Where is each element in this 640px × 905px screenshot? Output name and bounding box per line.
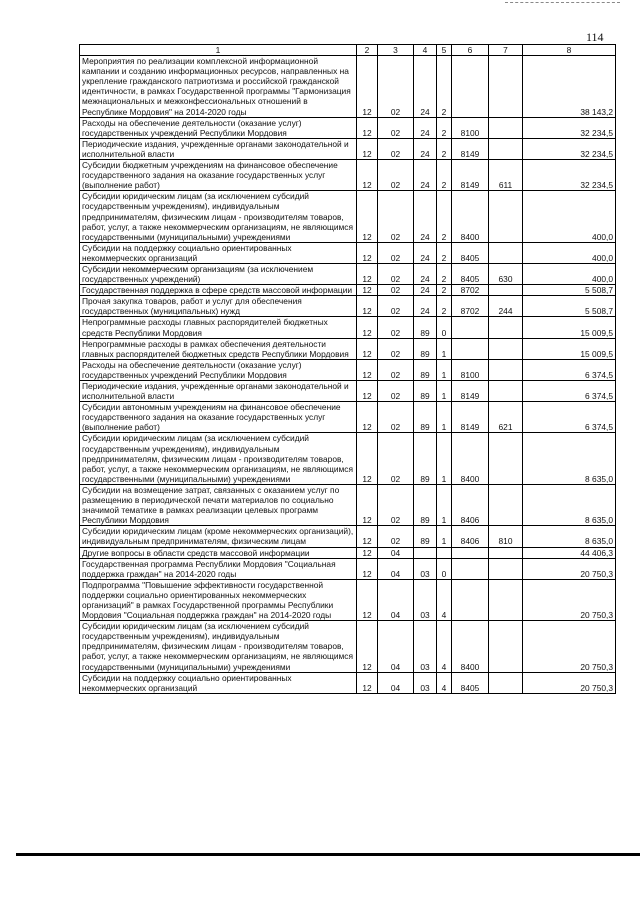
row-name-cell: Мероприятия по реализации комплексной информационной кампании и созданию информационных ресурсов, направленных на укрепление гражданского патриотизма и российской гражданской идентичности, в рамках Государственной программы "Гармонизация межнациональных и межконфессиональных отношений в Республике Мордовия" на 2014-2020 годы: [80, 56, 357, 118]
row-code-cell: 02: [378, 359, 414, 380]
row-name-cell: Субсидии на поддержку социально ориентированных некоммерческих организаций: [80, 242, 357, 263]
row-code-cell: 24: [414, 117, 437, 138]
row-code-cell: 12: [357, 191, 378, 242]
row-code-cell: 8406: [452, 484, 489, 525]
row-name-cell: Непрограммные расходы главных распорядителей бюджетных средств Республики Мордовия: [80, 317, 357, 338]
row-code-cell: [452, 579, 489, 620]
row-code-cell: [452, 317, 489, 338]
row-code-cell: 24: [414, 160, 437, 191]
row-code-cell: 12: [357, 433, 378, 484]
row-code-cell: 04: [378, 579, 414, 620]
table-row: [80, 484, 616, 525]
row-amount-cell: 15 009,5: [523, 317, 616, 338]
header-col-1: 1: [80, 45, 357, 56]
row-code-cell: 4: [437, 672, 452, 693]
row-code-cell: 89: [414, 526, 437, 547]
row-code-cell: 02: [378, 433, 414, 484]
row-code-cell: 12: [357, 338, 378, 359]
table-row: [80, 296, 616, 317]
table-row: [80, 56, 616, 118]
row-amount-cell: 6 374,5: [523, 359, 616, 380]
row-code-cell: 8405: [452, 242, 489, 263]
table-row: [80, 526, 616, 547]
row-amount-cell: 32 234,5: [523, 160, 616, 191]
row-code-cell: 8149: [452, 381, 489, 402]
row-name-cell: Субсидии юридическим лицам (за исключением субсидий государственным учреждениям), индивидуальным предпринимателям, физическим лицам - производителям товаров, работ, услуг, а также некоммерческим организациям, не являющимся государственными (муниципальными) учреждениями: [80, 621, 357, 672]
row-name-cell: Непрограммные расходы в рамках обеспечения деятельности главных распорядителей бюджетных средств Республики Мордовия: [80, 338, 357, 359]
row-amount-cell: 38 143,2: [523, 56, 616, 118]
row-code-cell: [489, 484, 523, 525]
row-code-cell: 8405: [452, 672, 489, 693]
row-code-cell: 89: [414, 317, 437, 338]
row-code-cell: [489, 138, 523, 159]
table-row: [80, 317, 616, 338]
table-row: [80, 558, 616, 579]
row-code-cell: 2: [437, 263, 452, 284]
row-amount-cell: 32 234,5: [523, 117, 616, 138]
row-name-cell: Подпрограмма "Повышение эффективности государственной поддержки социально ориентированных некоммерческих организаций" в рамках Государственной программы Республики Мордовия "Социальная поддержка граждан" на 2014-2020 годы: [80, 579, 357, 620]
row-code-cell: 12: [357, 263, 378, 284]
row-code-cell: 2: [437, 242, 452, 263]
row-code-cell: 12: [357, 558, 378, 579]
row-name-cell: Субсидии бюджетным учреждениям на финансовое обеспечение государственного задания на оказание государственных услуг (выполнение работ): [80, 160, 357, 191]
row-code-cell: 89: [414, 381, 437, 402]
row-code-cell: 8400: [452, 433, 489, 484]
row-code-cell: 24: [414, 191, 437, 242]
row-code-cell: 12: [357, 526, 378, 547]
table-row: [80, 359, 616, 380]
row-code-cell: [489, 338, 523, 359]
row-name-cell: Прочая закупка товаров, работ и услуг для обеспечения государственных (муниципальных) нужд: [80, 296, 357, 317]
row-code-cell: 12: [357, 402, 378, 433]
row-code-cell: 810: [489, 526, 523, 547]
row-code-cell: 8702: [452, 296, 489, 317]
row-code-cell: 03: [414, 579, 437, 620]
row-name-cell: Другие вопросы в области средств массовой информации: [80, 547, 357, 558]
row-code-cell: 02: [378, 484, 414, 525]
row-code-cell: 8400: [452, 621, 489, 672]
header-col-5: 5: [437, 45, 452, 56]
row-name-cell: Периодические издания, учрежденные органами законодательной и исполнительной власти: [80, 381, 357, 402]
row-code-cell: 8702: [452, 285, 489, 296]
row-amount-cell: 400,0: [523, 191, 616, 242]
row-code-cell: 12: [357, 138, 378, 159]
row-code-cell: 1: [437, 526, 452, 547]
row-code-cell: 1: [437, 338, 452, 359]
row-code-cell: 8149: [452, 138, 489, 159]
row-code-cell: 12: [357, 381, 378, 402]
row-code-cell: 89: [414, 338, 437, 359]
row-code-cell: 0: [437, 317, 452, 338]
row-code-cell: 12: [357, 579, 378, 620]
header-col-7: 7: [489, 45, 523, 56]
row-code-cell: 02: [378, 56, 414, 118]
row-code-cell: 24: [414, 296, 437, 317]
header-col-4: 4: [414, 45, 437, 56]
row-amount-cell: 400,0: [523, 263, 616, 284]
row-code-cell: [489, 242, 523, 263]
row-code-cell: 2: [437, 285, 452, 296]
row-code-cell: [489, 672, 523, 693]
row-code-cell: 2: [437, 56, 452, 118]
row-code-cell: [489, 191, 523, 242]
row-code-cell: 04: [378, 621, 414, 672]
table-row: [80, 402, 616, 433]
row-code-cell: 12: [357, 484, 378, 525]
row-code-cell: [414, 547, 437, 558]
top-edge-rule: [505, 2, 620, 3]
row-code-cell: 12: [357, 547, 378, 558]
row-code-cell: 611: [489, 160, 523, 191]
row-code-cell: 04: [378, 558, 414, 579]
row-amount-cell: 400,0: [523, 242, 616, 263]
row-code-cell: 4: [437, 579, 452, 620]
row-code-cell: 1: [437, 402, 452, 433]
row-amount-cell: 20 750,3: [523, 558, 616, 579]
row-code-cell: 02: [378, 381, 414, 402]
row-code-cell: [489, 579, 523, 620]
row-code-cell: 04: [378, 547, 414, 558]
row-code-cell: 2: [437, 160, 452, 191]
row-code-cell: 244: [489, 296, 523, 317]
row-amount-cell: 15 009,5: [523, 338, 616, 359]
row-code-cell: 89: [414, 484, 437, 525]
row-code-cell: [489, 433, 523, 484]
table-row: [80, 338, 616, 359]
row-code-cell: 630: [489, 263, 523, 284]
table-header-row: [80, 45, 616, 56]
row-amount-cell: 5 508,7: [523, 285, 616, 296]
row-code-cell: [489, 558, 523, 579]
row-name-cell: Расходы на обеспечение деятельности (оказание услуг) государственных учреждений Республики Мордовия: [80, 359, 357, 380]
row-name-cell: Расходы на обеспечение деятельности (оказание услуг) государственных учреждений Республики Мордовия: [80, 117, 357, 138]
table-row: [80, 547, 616, 558]
row-amount-cell: 20 750,3: [523, 579, 616, 620]
row-code-cell: 8100: [452, 359, 489, 380]
row-code-cell: 02: [378, 285, 414, 296]
row-code-cell: 2: [437, 138, 452, 159]
row-code-cell: 0: [437, 558, 452, 579]
row-code-cell: 24: [414, 56, 437, 118]
row-code-cell: 24: [414, 285, 437, 296]
budget-table: [79, 44, 616, 694]
row-code-cell: 12: [357, 242, 378, 263]
row-code-cell: 12: [357, 56, 378, 118]
row-code-cell: 24: [414, 263, 437, 284]
row-code-cell: 4: [437, 621, 452, 672]
header-col-6: 6: [452, 45, 489, 56]
row-code-cell: 621: [489, 402, 523, 433]
row-code-cell: 8149: [452, 402, 489, 433]
row-code-cell: 12: [357, 296, 378, 317]
row-code-cell: 02: [378, 526, 414, 547]
row-amount-cell: 32 234,5: [523, 138, 616, 159]
table-row: [80, 381, 616, 402]
row-code-cell: 8406: [452, 526, 489, 547]
row-code-cell: 02: [378, 338, 414, 359]
row-code-cell: 1: [437, 381, 452, 402]
row-code-cell: 89: [414, 359, 437, 380]
row-code-cell: 1: [437, 359, 452, 380]
row-amount-cell: 8 635,0: [523, 433, 616, 484]
row-code-cell: [489, 621, 523, 672]
row-code-cell: 02: [378, 160, 414, 191]
row-code-cell: 03: [414, 621, 437, 672]
row-code-cell: [452, 558, 489, 579]
row-code-cell: 8100: [452, 117, 489, 138]
table-row: [80, 433, 616, 484]
row-code-cell: 12: [357, 160, 378, 191]
table-row: [80, 138, 616, 159]
row-amount-cell: 20 750,3: [523, 621, 616, 672]
row-code-cell: 02: [378, 402, 414, 433]
row-code-cell: [489, 359, 523, 380]
row-code-cell: 89: [414, 433, 437, 484]
row-name-cell: Субсидии юридическим лицам (за исключением субсидий государственным учреждениям), индивидуальным предпринимателям, физическим лицам - производителям товаров, работ, услуг, а также некоммерческим организациям, не являющимся государственными (муниципальными) учреждениями: [80, 191, 357, 242]
table-row: [80, 263, 616, 284]
row-code-cell: 02: [378, 191, 414, 242]
row-code-cell: 03: [414, 672, 437, 693]
table-row: [80, 117, 616, 138]
row-name-cell: Субсидии автономным учреждениям на финансовое обеспечение государственного задания на оказание государственных услуг (выполнение работ): [80, 402, 357, 433]
row-code-cell: [489, 547, 523, 558]
row-code-cell: 03: [414, 558, 437, 579]
row-code-cell: 2: [437, 191, 452, 242]
row-code-cell: [489, 381, 523, 402]
row-code-cell: 12: [357, 621, 378, 672]
header-col-3: 3: [378, 45, 414, 56]
row-name-cell: Государственная программа Республики Мордовия "Социальная поддержка граждан" на 2014-2020 годы: [80, 558, 357, 579]
header-col-2: 2: [357, 45, 378, 56]
row-code-cell: [489, 285, 523, 296]
row-amount-cell: 6 374,5: [523, 381, 616, 402]
row-name-cell: Субсидии некоммерческим организациям (за исключением государственных учреждений): [80, 263, 357, 284]
row-amount-cell: 44 406,3: [523, 547, 616, 558]
row-code-cell: 8149: [452, 160, 489, 191]
row-code-cell: 2: [437, 117, 452, 138]
row-code-cell: 12: [357, 317, 378, 338]
table-row: [80, 672, 616, 693]
row-code-cell: 12: [357, 359, 378, 380]
row-code-cell: 24: [414, 242, 437, 263]
row-code-cell: [489, 117, 523, 138]
row-name-cell: Субсидии юридическим лицам (кроме некоммерческих организаций), индивидуальным предпринимателям, физическим лицам: [80, 526, 357, 547]
row-code-cell: [437, 547, 452, 558]
row-code-cell: 02: [378, 117, 414, 138]
row-amount-cell: 5 508,7: [523, 296, 616, 317]
row-code-cell: 1: [437, 433, 452, 484]
table-row: [80, 285, 616, 296]
row-code-cell: 12: [357, 285, 378, 296]
row-code-cell: 24: [414, 138, 437, 159]
row-code-cell: [452, 56, 489, 118]
row-code-cell: [489, 317, 523, 338]
row-code-cell: 12: [357, 117, 378, 138]
row-amount-cell: 20 750,3: [523, 672, 616, 693]
row-code-cell: 89: [414, 402, 437, 433]
row-code-cell: 02: [378, 242, 414, 263]
row-amount-cell: 6 374,5: [523, 402, 616, 433]
row-code-cell: [452, 338, 489, 359]
row-code-cell: [452, 547, 489, 558]
table-row: [80, 621, 616, 672]
table-row: [80, 242, 616, 263]
row-code-cell: 2: [437, 296, 452, 317]
row-name-cell: Субсидии на поддержку социально ориентированных некоммерческих организаций: [80, 672, 357, 693]
row-code-cell: 04: [378, 672, 414, 693]
row-code-cell: [489, 56, 523, 118]
row-code-cell: 8400: [452, 191, 489, 242]
row-name-cell: Периодические издания, учрежденные органами законодательной и исполнительной власти: [80, 138, 357, 159]
row-code-cell: 12: [357, 672, 378, 693]
table-row: [80, 191, 616, 242]
row-code-cell: 02: [378, 138, 414, 159]
row-amount-cell: 8 635,0: [523, 526, 616, 547]
bottom-scan-edge: [16, 853, 640, 856]
row-amount-cell: 8 635,0: [523, 484, 616, 525]
header-col-8: 8: [523, 45, 616, 56]
row-code-cell: 02: [378, 263, 414, 284]
page-number: 114: [586, 30, 604, 44]
row-code-cell: 1: [437, 484, 452, 525]
row-code-cell: 8405: [452, 263, 489, 284]
row-name-cell: Государственная поддержка в сфере средств массовой информации: [80, 285, 357, 296]
table-row: [80, 579, 616, 620]
table-row: [80, 160, 616, 191]
row-name-cell: Субсидии на возмещение затрат, связанных с оказанием услуг по размещению в периодической печати материалов по социально значимой тематике в рамках реализации целевых программ Республики Мордовия: [80, 484, 357, 525]
row-code-cell: 02: [378, 317, 414, 338]
row-name-cell: Субсидии юридическим лицам (за исключением субсидий государственным учреждениям), индивидуальным предпринимателям, физическим лицам - производителям товаров, работ, услуг, а также некоммерческим организациям, не являющимся государственными (муниципальными) учреждениями: [80, 433, 357, 484]
row-code-cell: 02: [378, 296, 414, 317]
